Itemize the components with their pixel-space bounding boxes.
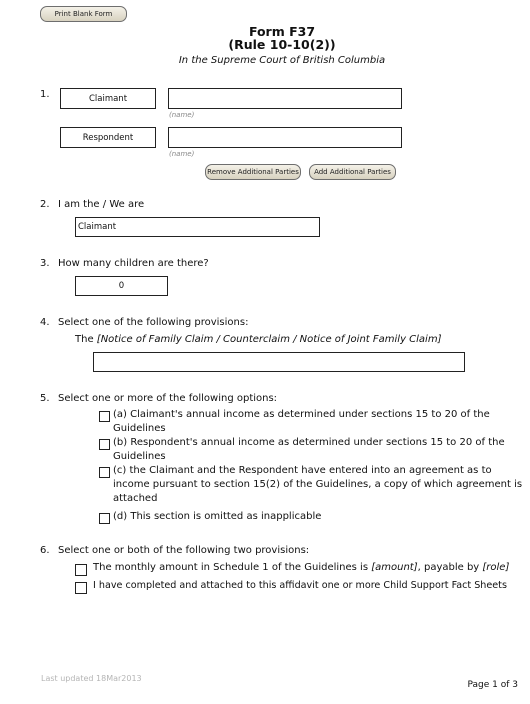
section-5-option-d-checkbox[interactable] [99,513,110,524]
section-4-prompt: Select one of the following provisions: [58,317,249,328]
section-4-line-options: [Notice of Family Claim / Counterclaim / Notice of Joint Family Claim] [96,334,442,345]
children-count-field[interactable]: 0 [75,276,168,296]
respondent-name-field[interactable] [168,127,402,148]
section-5-option-c-checkbox[interactable] [99,467,110,478]
section-6-number: 6. [40,545,50,556]
section-5-option-b-line2: Guidelines [113,451,166,462]
section-5-option-b-checkbox[interactable] [99,439,110,450]
section-5-option-a-line1: (a) Claimant's annual income as determined under sections 15 to 20 of the [113,409,490,420]
section-4-line-prefix: The [75,334,94,345]
claimant-name-hint: (name) [169,111,195,119]
section-5-option-c-line1: (c) the Claimant and the Respondent have entered into an agreement as to [113,465,492,476]
court-name: In the Supreme Court of British Columbia [178,55,386,66]
section-5-option-a [113,408,490,436]
section-5-option-d-line1: (d) This section is omitted as inapplicable [113,511,322,522]
claim-type-field[interactable] [93,352,465,372]
claimant-role-field[interactable]: Claimant [60,88,156,109]
form-number: Form F37 [248,24,316,39]
section-6-option-1-role: [role] [482,562,510,573]
section-1-number: 1. [40,89,50,100]
section-6-option-1-amount: [amount] [371,562,418,573]
print-blank-form-button[interactable]: Print Blank Form [40,6,127,22]
section-6-option-1 [93,562,509,573]
section-6-option-1-mid: , payable by [417,562,483,573]
section-5-option-c [113,464,522,506]
section-5-option-b [113,436,505,464]
page-number: Page 1 of 3 [467,680,518,690]
add-additional-parties-button[interactable]: Add Additional Parties [309,164,396,180]
section-5-option-c-line3: attached [113,493,158,504]
section-5-option-c-line2: income pursuant to section 15(2) of the Guidelines, a copy of which agreement is [113,479,523,490]
section-5-option-d [113,510,321,524]
respondent-role-field[interactable]: Respondent [60,127,156,148]
section-2-number: 2. [40,199,50,210]
section-5-option-a-line2: Guidelines [113,423,166,434]
section-2-prompt: I am the / We are [58,199,145,210]
section-5-prompt: Select one or more of the following options: [58,393,278,404]
section-3-prompt: How many children are there? [58,258,209,269]
section-5-option-a-checkbox[interactable] [99,411,110,422]
section-4-line [75,334,441,345]
section-6-option-1-checkbox[interactable] [75,564,87,576]
remove-additional-parties-button[interactable]: Remove Additional Parties [205,164,301,180]
respondent-name-hint: (name) [169,150,195,158]
section-4-number: 4. [40,317,50,328]
party-role-field[interactable]: Claimant [75,217,320,237]
section-6-option-2-checkbox[interactable] [75,582,87,594]
section-5-option-b-line1: (b) Respondent's annual income as determined under sections 15 to 20 of the [113,437,505,448]
form-rule: (Rule 10-10(2)) [228,37,336,52]
section-3-number: 3. [40,258,50,269]
section-6-option-2: I have completed and attached to this affidavit one or more Child Support Fact Sheets [93,580,507,591]
section-6-option-1-text: The monthly amount in Schedule 1 of the Guidelines is [93,562,372,573]
last-updated: Last updated 18Mar2013 [41,674,142,683]
claimant-name-field[interactable] [168,88,402,109]
section-5-number: 5. [40,393,50,404]
section-6-prompt: Select one or both of the following two provisions: [58,545,310,556]
